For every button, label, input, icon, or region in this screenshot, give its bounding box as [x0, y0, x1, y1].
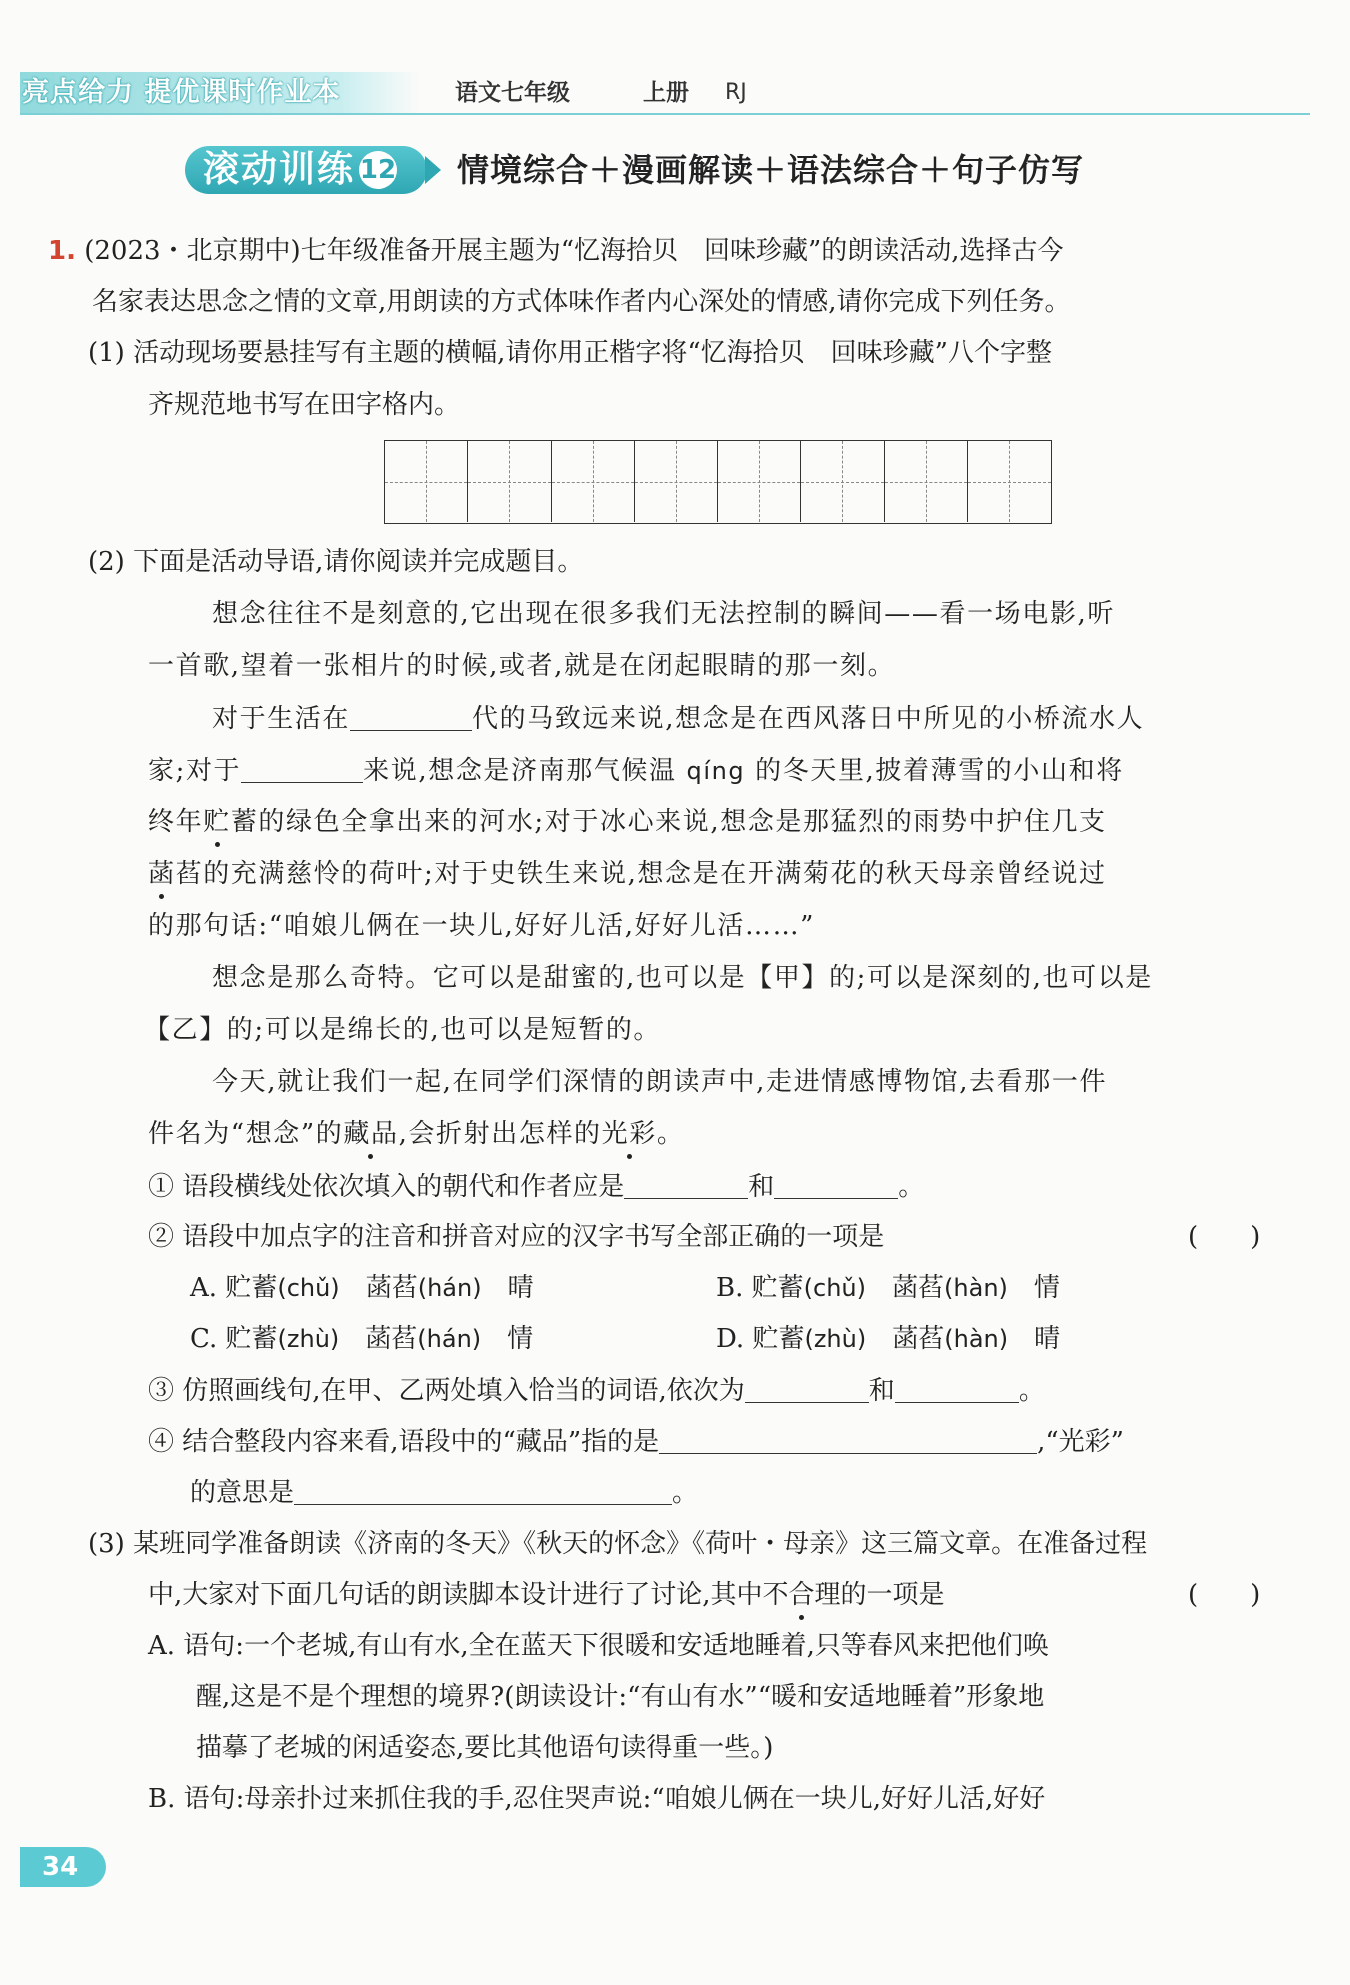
page-header	[20, 72, 1310, 114]
dotted-char: 不合理	[762, 1580, 841, 1610]
sub1-text: 和	[748, 1172, 775, 1202]
part3-option-a-line2: 醒,这是不是个理想的境界?(朗读设计:“有山有水”“暖和安适地睡着”形象地	[196, 1682, 1045, 1712]
option-c[interactable]	[190, 1322, 533, 1356]
pinyin-qing: qíng	[686, 757, 746, 785]
option-word: 菡萏	[365, 1324, 418, 1354]
sub4-line2	[190, 1475, 698, 1510]
option-char: 情	[507, 1324, 534, 1354]
sub1-text: 。	[898, 1172, 925, 1202]
sub2: ② 语段中加点字的注音和拼音对应的汉字书写全部正确的一项是	[148, 1222, 885, 1252]
option-word: 贮蓄	[225, 1273, 278, 1303]
sub3-text: 。	[1018, 1376, 1045, 1406]
option-label: A.	[190, 1273, 218, 1303]
grid-cell[interactable]	[801, 441, 884, 522]
para2-text: 来说,想念是济南那气候温	[363, 756, 677, 786]
option-d[interactable]	[716, 1322, 1060, 1356]
grid-cell[interactable]	[468, 441, 551, 522]
para2-text: 对于生活在	[212, 704, 351, 734]
para1-line1: 想念往往不是刻意的,它出现在很多我们无法控制的瞬间——看一场电影,听	[212, 599, 1115, 629]
para2-text: 萏的充满慈怜的荷叶;对于史铁生来说,想念是在开满菊花的秋天母亲曾经说过	[175, 859, 1107, 889]
header-edition: RJ	[725, 80, 747, 105]
q1-intro-line2: 名家表达思念之情的文章,用朗读的方式体味作者内心深处的情感,请你完成下列任务。	[92, 287, 1071, 317]
option-word: 贮蓄	[225, 1324, 278, 1354]
sub4-blank-2[interactable]	[294, 1475, 672, 1505]
grid-cell[interactable]	[885, 441, 968, 522]
grid-cell[interactable]	[718, 441, 801, 522]
grid-cell[interactable]	[635, 441, 718, 522]
option-pinyin: (hàn)	[944, 1274, 1008, 1302]
option-word: 菡萏	[892, 1273, 945, 1303]
sub4	[148, 1424, 1124, 1459]
header-divider	[20, 113, 1310, 115]
badge-text: 滚动训练	[203, 149, 356, 190]
dotted-char: 贮	[203, 807, 231, 837]
para2-line1	[212, 701, 1144, 736]
author-blank[interactable]	[241, 753, 363, 783]
para3-line1: 想念是那么奇特。它可以是甜蜜的,也可以是【甲】的;可以是深刻的,也可以是	[212, 963, 1153, 993]
q1-intro-line1	[48, 234, 1064, 268]
sub1-blank-2[interactable]	[774, 1169, 898, 1199]
part3-line1: (3) 某班同学准备朗读《济南的冬天》《秋天的怀念》《荷叶・母亲》这三篇文章。在准备过程	[88, 1529, 1148, 1559]
sub4-text: 。	[672, 1478, 699, 1508]
grid-cell[interactable]	[968, 441, 1051, 522]
para2-text: 家;对于	[148, 756, 242, 786]
para3-line2: 【乙】的;可以是绵长的,也可以是短暂的。	[144, 1015, 662, 1045]
para2-line3	[148, 805, 1107, 839]
section-topics: 情境综合＋漫画解读＋语法综合＋句子仿写	[457, 151, 1085, 189]
para2-line4	[148, 857, 1107, 891]
option-pinyin: (zhù)	[277, 1325, 340, 1353]
option-word: 贮蓄	[751, 1273, 804, 1303]
sub4-text: ,“光彩”	[1037, 1427, 1124, 1457]
sub1-text: ① 语段横线处依次填入的朝代和作者应是	[148, 1172, 625, 1202]
part2-heading: (2) 下面是活动导语,请你阅读并完成题目。	[88, 547, 584, 577]
grid-cell[interactable]	[552, 441, 635, 522]
header-subject: 语文七年级	[455, 80, 570, 106]
option-a[interactable]	[190, 1271, 534, 1305]
dynasty-blank[interactable]	[350, 701, 472, 731]
option-char: 情	[1033, 1273, 1060, 1303]
section-title	[185, 146, 1084, 196]
option-b[interactable]	[716, 1271, 1060, 1305]
part3-line2	[148, 1578, 945, 1612]
para4-text: ,会折射出怎样的	[398, 1119, 602, 1149]
para2-text: 蓄的绿色全拿出来的河水;对于冰心来说,想念是那猛烈的雨势中护住几支	[230, 807, 1107, 837]
para4-text: 。	[656, 1119, 685, 1149]
option-char: 晴	[507, 1273, 534, 1303]
sub4-text: ④ 结合整段内容来看,语段中的“藏品”指的是	[148, 1427, 660, 1457]
option-word: 菡萏	[892, 1324, 945, 1354]
section-badge	[185, 146, 427, 194]
option-pinyin: (hán)	[417, 1274, 482, 1302]
tianzige-grid[interactable]	[384, 440, 1052, 524]
para2-line2	[148, 753, 1124, 788]
sub4-blank-1[interactable]	[659, 1424, 1037, 1454]
dotted-char: 光彩	[601, 1119, 657, 1149]
option-pinyin: (hàn)	[944, 1325, 1009, 1353]
part3-text: 中,大家对下面几句话的朗读脚本设计进行了讨论,其中	[148, 1580, 763, 1610]
para2-text: 代的马致远来说,想念是在西风落日中所见的小桥流水人	[472, 704, 1145, 734]
sub3-text: ③ 仿照画线句,在甲、乙两处填入恰当的词语,依次为	[148, 1376, 745, 1406]
para4-text: 件名为“想念”的	[148, 1119, 344, 1149]
sub3	[148, 1373, 1045, 1408]
option-pinyin: (chǔ)	[803, 1274, 866, 1302]
dotted-char: 藏品	[343, 1119, 399, 1149]
sub4-text: 的意思是	[190, 1478, 295, 1508]
option-word: 贮蓄	[752, 1324, 805, 1354]
option-label: D.	[716, 1324, 745, 1354]
option-word: 菡萏	[365, 1273, 418, 1303]
para2-text: 的冬天里,披着薄雪的小山和将	[755, 756, 1124, 786]
sub2-answer-paren[interactable]: ( )	[1188, 1222, 1261, 1252]
dotted-char: 菡	[148, 859, 176, 889]
para4-line1: 今天,就让我们一起,在同学们深情的朗读声中,走进情感博物馆,去看那一件	[212, 1067, 1108, 1097]
page-number: 34	[20, 1847, 106, 1887]
sub3-text: 和	[868, 1376, 895, 1406]
part1-line2: 齐规范地书写在田字格内。	[148, 390, 461, 420]
part3-answer-paren[interactable]: ( )	[1188, 1580, 1261, 1610]
badge-number: 12	[359, 151, 397, 189]
option-label: C.	[190, 1324, 218, 1354]
para2-text: 终年	[148, 807, 204, 837]
question-number: 1.	[48, 236, 76, 266]
part3-text: 的一项是	[840, 1580, 945, 1610]
para4-line2	[148, 1117, 684, 1151]
q1-intro-text1: (2023・北京期中)七年级准备开展主题为“忆海拾贝 回味珍藏”的朗读活动,选择古今	[84, 236, 1064, 266]
part3-option-a-line3: 描摹了老城的闲适姿态,要比其他语句读得重一些。)	[196, 1733, 774, 1763]
grid-cell[interactable]	[385, 441, 468, 522]
part3-option-a-line1: A. 语句:一个老城,有山有水,全在蓝天下很暖和安适地睡着,只等春风来把他们唤	[148, 1631, 1049, 1661]
sub3-blank-1[interactable]	[745, 1373, 869, 1403]
part1-line1: (1) 活动现场要悬挂写有主题的横幅,请你用正楷字将“忆海拾贝 回味珍藏”八个字整	[88, 338, 1052, 368]
option-pinyin: (hán)	[417, 1325, 482, 1353]
para1-line2: 一首歌,望着一张相片的时候,或者,就是在闭起眼睛的那一刻。	[148, 651, 896, 681]
brand-title: 亮点给力 提优课时作业本	[20, 72, 420, 114]
sub1	[148, 1169, 924, 1204]
option-pinyin: (zhù)	[804, 1325, 867, 1353]
sub3-blank-2[interactable]	[895, 1373, 1019, 1403]
part3-option-b-line1: B. 语句:母亲扑过来抓住我的手,忍住哭声说:“咱娘儿俩在一块儿,好好儿活,好好	[148, 1784, 1046, 1814]
dotted-word-cangpin	[343, 1119, 398, 1149]
para2-line5: 的那句话:“咱娘儿俩在一块儿,好好儿活,好好儿活……”	[148, 911, 816, 941]
dotted-word-buheli	[763, 1580, 841, 1610]
option-char: 晴	[1034, 1324, 1061, 1354]
option-pinyin: (chǔ)	[277, 1274, 340, 1302]
sub1-blank-1[interactable]	[624, 1169, 748, 1199]
option-label: B.	[716, 1273, 744, 1303]
header-volume: 上册	[643, 80, 689, 106]
